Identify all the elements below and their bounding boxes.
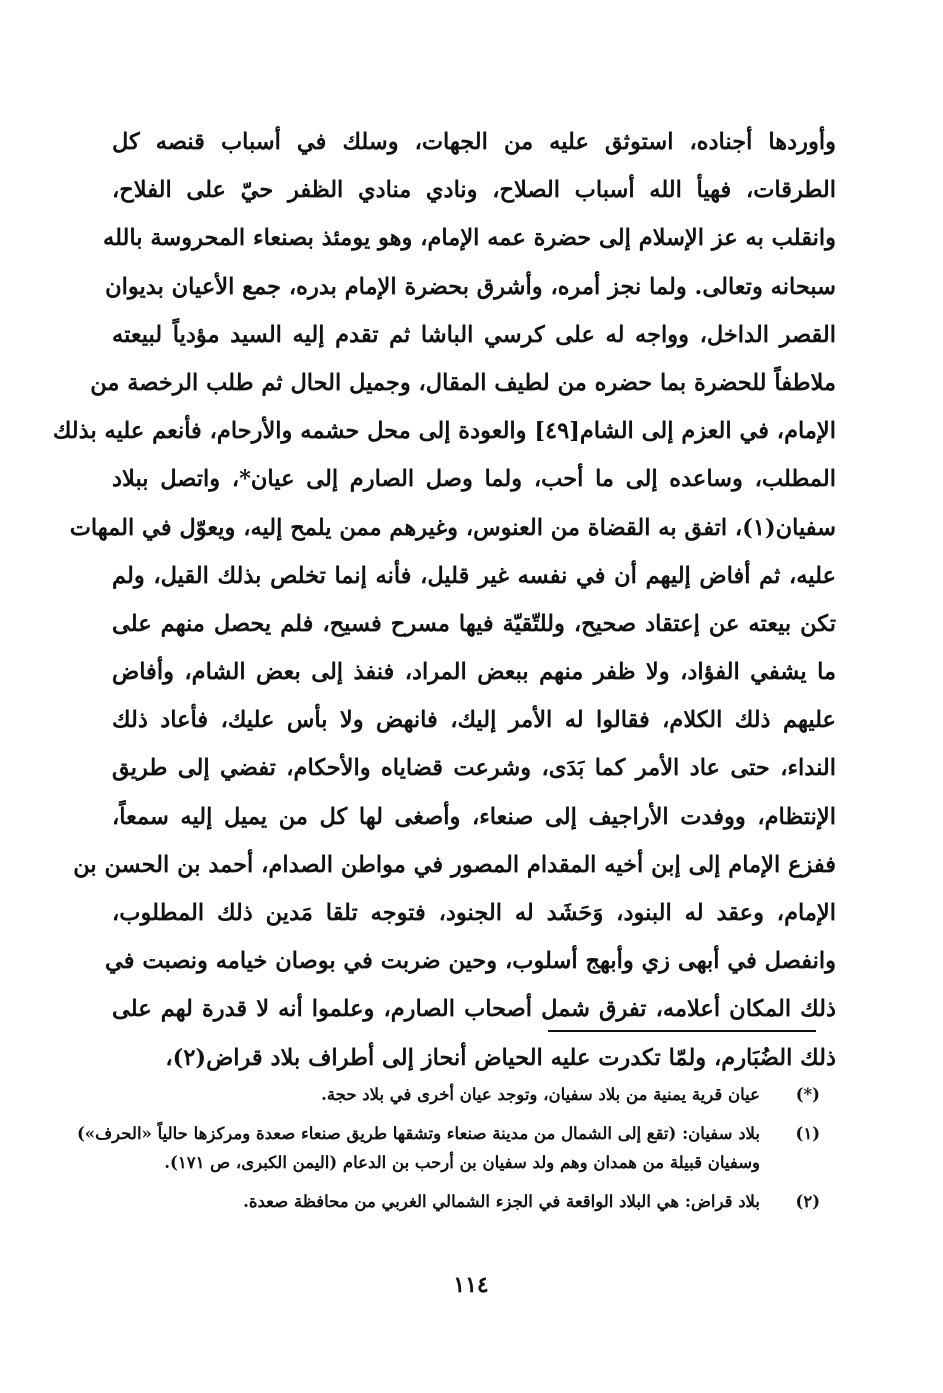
footnote-text: بلاد سفيان: (تقع إلى الشمال من مدينة صنعاء وتشقها طريق صنعاء صعدة ومركزها حالياً «الحرف») [76, 1124, 760, 1143]
page-number: ١١٤ [453, 1272, 489, 1298]
footnote-separator [548, 1030, 816, 1032]
footnote-2 [130, 1187, 820, 1216]
main-text-block [52, 118, 836, 1082]
text-line: النداء، حتى عاد الأمر كما بَدَى، وشرعت قضاياه والأحكام، تفضي إلى طريق [112, 755, 836, 782]
footnote-mark: (*) [795, 1085, 820, 1104]
text-line: سبحانه وتعالى. ولما نجز أمره، وأشرق بحضرة الإمام بدره، جمع الأعيان بديوان [105, 273, 836, 300]
footnote-text: عيان قرية يمنية من بلاد سفيان، وتوجد عيان أخرى في بلاد حجة. [321, 1085, 760, 1104]
footnote-star [130, 1080, 820, 1109]
footnote-text: وسفيان قبيلة من همدان وهم ولد سفيان بن أرحب بن الدعام (اليمن الكبرى، ص ١٧١). [164, 1153, 760, 1172]
text-line: المطلب، وساعده إلى ما أحب، ولما وصل الصارم إلى عيان*، واتصل ببلاد [112, 466, 836, 493]
text-line: الطرقات، فهيأ الله أسباب الصلاح، ونادي منادي الظفر حيّ على الفلاح، [112, 177, 836, 204]
text-line: تكن بيعته عن إعتقاد صحيح، وللتّقيّة فيها مسرح فسيح، فلم يحصل منهم على [112, 610, 836, 637]
footnote-text: بلاد قراض: هي البلاد الواقعة في الجزء الشمالي الغربي من محافظة صعدة. [243, 1192, 760, 1211]
text-line: ما يشفي الفؤاد، ولا ظفر منهم ببعض المراد، فنفذ إلى بعض الشام، وأفاض [112, 659, 836, 686]
text-line: عليه، ثم أفاض إليهم أن في نفسه غير قليل، فأنه إنما تخلص بذلك القيل، ولم [112, 562, 836, 589]
text-line: الإمام، في العزم إلى الشام[٤٩] والعودة إلى محل حشمه والأرحام، فأنعم عليه بذلك [52, 418, 836, 445]
text-line: القصر الداخل، وواجه له على كرسي الباشا ثم تقدم إليه السيد مؤدياً لبيعته [112, 321, 836, 348]
text-line: وانفصل في أبهى زي وأبهج أسلوب، وحين ضربت في بوصان خيامه ونصبت في [105, 948, 836, 975]
text-line: الإنتظام، ووفدت الأراجيف إلى صنعاء، وأصغى لها كل من يميل إليه سمعاً، [112, 803, 836, 830]
text-line: ذلك الضُبَارم، ولمّا تكدرت عليه الحياض أنحاز إلى أطراف بلاد قراض(٢)، [165, 1044, 836, 1071]
text-line: وانقلب به عز الإسلام إلى حضرة عمه الإمام، وهو يومئذ بصنعاء المحروسة بالله [103, 225, 836, 252]
text-line: ففزع الإمام إلى إبن أخيه المقدام المصور في مواطن الصدام، أحمد بن الحسن بن [73, 851, 836, 878]
text-line: ذلك المكان أعلامه، تفرق شمل أصحاب الصارم، وعلموا أنه لا قدرة لهم على [112, 996, 836, 1023]
footnote-mark: (١) [795, 1124, 820, 1143]
text-line: وأوردها أجناده، استوثق عليه من الجهات، وسلك في أسباب قنصه كل [112, 129, 836, 155]
text-line: ملاطفاً للحضرة بما حضره من لطيف المقال، وجميل الحال ثم طلب الرخصة من [90, 369, 836, 396]
footnote-1 [76, 1119, 820, 1177]
text-line: الإمام، وعقد له البنود، وَحَشَد له الجنود، فتوجه تلقا مَدين ذلك المطلوب، [112, 900, 836, 926]
footnotes [76, 1080, 820, 1226]
text-line: عليهم ذلك الكلام، فقالوا له الأمر إليك، فانهض ولا بأس عليك، فأعاد ذلك [112, 707, 836, 734]
footnote-mark: (٢) [795, 1192, 820, 1211]
text-line: سفيان(١)، اتفق به القضاة من العنوس، وغيرهم ممن يلمح إليه، ويعوّل في المهات [69, 514, 836, 541]
